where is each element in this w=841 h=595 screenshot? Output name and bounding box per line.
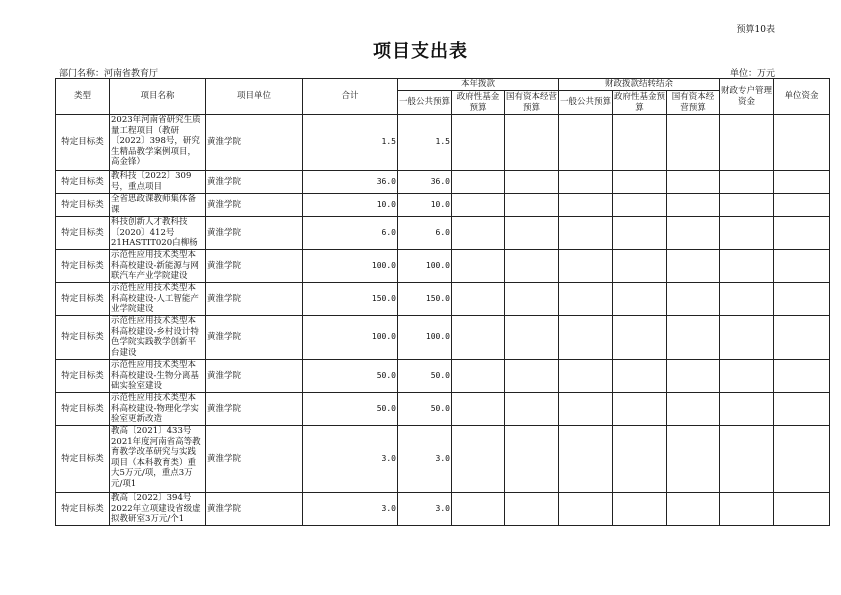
cell-carryover-gov-fund-budget xyxy=(613,115,667,171)
cell-carryover-gov-fund-budget xyxy=(613,393,667,426)
cell-type: 特定目标类 xyxy=(56,360,110,393)
cell-total: 150.0 xyxy=(303,283,398,316)
cell-unit-funds xyxy=(774,426,830,493)
table-row xyxy=(56,115,830,171)
cell-project-unit: 黄淮学院 xyxy=(206,316,303,360)
cell-carryover-general-budget xyxy=(559,250,613,283)
cell-gov-fund-budget xyxy=(452,283,505,316)
cell-gov-fund-budget xyxy=(452,217,505,250)
cell-special-account-funds xyxy=(720,283,774,316)
cell-carryover-state-capital-budget xyxy=(667,426,720,493)
cell-carryover-state-capital-budget xyxy=(667,115,720,171)
header-special-account-funds: 财政专户管理资金 xyxy=(720,79,774,115)
cell-carryover-gov-fund-budget xyxy=(613,426,667,493)
table-row xyxy=(56,393,830,426)
cell-project-name: 科技创新人才教科技〔2020〕412号21HASTIT020白柳杨 xyxy=(110,217,206,250)
project-expenditure-table xyxy=(55,78,830,526)
form-number: 预算10表 xyxy=(736,25,775,35)
header-project-unit: 项目单位 xyxy=(206,79,303,115)
table-row xyxy=(56,217,830,250)
cell-special-account-funds xyxy=(720,493,774,526)
cell-project-unit: 黄淮学院 xyxy=(206,171,303,194)
cell-project-unit: 黄淮学院 xyxy=(206,426,303,493)
cell-type: 特定目标类 xyxy=(56,115,110,171)
cell-carryover-state-capital-budget xyxy=(667,194,720,217)
cell-carryover-gov-fund-budget xyxy=(613,171,667,194)
cell-carryover-general-budget xyxy=(559,426,613,493)
cell-carryover-general-budget xyxy=(559,194,613,217)
unit-label: 单位：万元 xyxy=(729,69,775,79)
cell-carryover-state-capital-budget xyxy=(667,217,720,250)
cell-project-name: 示范性应用技术类型本科高校建设-新能源与网联汽车产业学院建设 xyxy=(110,250,206,283)
cell-special-account-funds xyxy=(720,316,774,360)
cell-unit-funds xyxy=(774,217,830,250)
cell-carryover-state-capital-budget xyxy=(667,360,720,393)
cell-project-name: 2023年河南省研究生质量工程项目（教研〔2022〕398号，研究生精品教学案例项目，高金锋） xyxy=(110,115,206,171)
cell-state-capital-budget xyxy=(505,316,559,360)
cell-state-capital-budget xyxy=(505,115,559,171)
cell-total: 100.0 xyxy=(303,250,398,283)
cell-general-budget: 6.0 xyxy=(398,217,452,250)
cell-carryover-general-budget xyxy=(559,115,613,171)
cell-project-name: 教科技〔2022〕309号，重点项目 xyxy=(110,171,206,194)
header-unit-funds: 单位资金 xyxy=(774,79,830,115)
table-row xyxy=(56,316,830,360)
cell-special-account-funds xyxy=(720,250,774,283)
cell-carryover-general-budget xyxy=(559,316,613,360)
cell-project-unit: 黄淮学院 xyxy=(206,217,303,250)
cell-gov-fund-budget xyxy=(452,426,505,493)
table-body xyxy=(56,115,830,526)
cell-project-unit: 黄淮学院 xyxy=(206,393,303,426)
cell-project-unit: 黄淮学院 xyxy=(206,250,303,283)
cell-special-account-funds xyxy=(720,171,774,194)
cell-carryover-gov-fund-budget xyxy=(613,194,667,217)
cell-unit-funds xyxy=(774,393,830,426)
cell-carryover-general-budget xyxy=(559,393,613,426)
cell-type: 特定目标类 xyxy=(56,194,110,217)
cell-total: 10.0 xyxy=(303,194,398,217)
cell-type: 特定目标类 xyxy=(56,316,110,360)
cell-general-budget: 50.0 xyxy=(398,393,452,426)
cell-project-unit: 黄淮学院 xyxy=(206,194,303,217)
header-gov-fund-budget: 政府性基金预算 xyxy=(452,91,505,115)
header-carryover-general-budget: 一般公共预算 xyxy=(559,91,613,115)
cell-project-unit: 黄淮学院 xyxy=(206,283,303,316)
cell-state-capital-budget xyxy=(505,493,559,526)
cell-general-budget: 1.5 xyxy=(398,115,452,171)
cell-gov-fund-budget xyxy=(452,360,505,393)
cell-unit-funds xyxy=(774,250,830,283)
cell-special-account-funds xyxy=(720,217,774,250)
cell-project-name: 示范性应用技术类型本科高校建设-乡村设计特色学院实践教学创新平台建设 xyxy=(110,316,206,360)
cell-carryover-gov-fund-budget xyxy=(613,217,667,250)
cell-state-capital-budget xyxy=(505,250,559,283)
table-row xyxy=(56,171,830,194)
cell-special-account-funds xyxy=(720,393,774,426)
cell-total: 3.0 xyxy=(303,426,398,493)
cell-carryover-general-budget xyxy=(559,493,613,526)
cell-special-account-funds xyxy=(720,426,774,493)
cell-carryover-general-budget xyxy=(559,360,613,393)
cell-project-unit: 黄淮学院 xyxy=(206,360,303,393)
cell-carryover-state-capital-budget xyxy=(667,283,720,316)
cell-general-budget: 100.0 xyxy=(398,316,452,360)
header-general-budget: 一般公共预算 xyxy=(398,91,452,115)
cell-total: 100.0 xyxy=(303,316,398,360)
header-carryover-gov-fund-budget: 政府性基金预算 xyxy=(614,92,666,113)
cell-unit-funds xyxy=(774,493,830,526)
cell-carryover-general-budget xyxy=(559,217,613,250)
cell-project-name: 示范性应用技术类型本科高校建设-物理化学实验室更新改造 xyxy=(110,393,206,426)
cell-special-account-funds xyxy=(720,115,774,171)
cell-gov-fund-budget xyxy=(452,493,505,526)
cell-carryover-general-budget xyxy=(559,283,613,316)
cell-gov-fund-budget xyxy=(452,194,505,217)
department-name: 河南省教育厅 xyxy=(104,69,159,79)
header-project-name: 项目名称 xyxy=(110,79,206,115)
cell-gov-fund-budget xyxy=(452,171,505,194)
cell-state-capital-budget xyxy=(505,393,559,426)
cell-project-name: 示范性应用技术类型本科高校建设-人工智能产业学院建设 xyxy=(110,283,206,316)
cell-unit-funds xyxy=(774,171,830,194)
cell-carryover-state-capital-budget xyxy=(667,316,720,360)
cell-general-budget: 3.0 xyxy=(398,426,452,493)
cell-carryover-state-capital-budget xyxy=(667,171,720,194)
header-type: 类型 xyxy=(56,79,110,115)
cell-type: 特定目标类 xyxy=(56,250,110,283)
cell-project-unit: 黄淮学院 xyxy=(206,115,303,171)
cell-gov-fund-budget xyxy=(452,393,505,426)
cell-state-capital-budget xyxy=(505,283,559,316)
cell-general-budget: 3.0 xyxy=(398,493,452,526)
cell-general-budget: 10.0 xyxy=(398,194,452,217)
cell-state-capital-budget xyxy=(505,217,559,250)
cell-state-capital-budget xyxy=(505,171,559,194)
page-title: 项目支出表 xyxy=(373,41,468,62)
cell-state-capital-budget xyxy=(505,360,559,393)
cell-carryover-gov-fund-budget xyxy=(613,316,667,360)
cell-project-unit: 黄淮学院 xyxy=(206,493,303,526)
cell-unit-funds xyxy=(774,283,830,316)
cell-special-account-funds xyxy=(720,360,774,393)
cell-state-capital-budget xyxy=(505,426,559,493)
cell-carryover-general-budget xyxy=(559,171,613,194)
cell-total: 3.0 xyxy=(303,493,398,526)
cell-type: 特定目标类 xyxy=(56,426,110,493)
cell-total: 36.0 xyxy=(303,171,398,194)
cell-gov-fund-budget xyxy=(452,115,505,171)
header-fiscal-carryover: 财政拨款结转结余 xyxy=(559,79,720,91)
table-row xyxy=(56,250,830,283)
cell-total: 50.0 xyxy=(303,393,398,426)
cell-type: 特定目标类 xyxy=(56,393,110,426)
cell-carryover-gov-fund-budget xyxy=(613,250,667,283)
cell-type: 特定目标类 xyxy=(56,493,110,526)
cell-type: 特定目标类 xyxy=(56,171,110,194)
cell-carryover-state-capital-budget xyxy=(667,250,720,283)
header-total: 合计 xyxy=(303,79,398,115)
cell-unit-funds xyxy=(774,194,830,217)
cell-project-name: 全省思政课教师集体备课 xyxy=(110,194,206,217)
cell-type: 特定目标类 xyxy=(56,217,110,250)
department-label: 部门名称： xyxy=(59,69,105,79)
cell-carryover-gov-fund-budget xyxy=(613,493,667,526)
cell-general-budget: 100.0 xyxy=(398,250,452,283)
table-row xyxy=(56,360,830,393)
cell-type: 特定目标类 xyxy=(56,283,110,316)
cell-gov-fund-budget xyxy=(452,250,505,283)
cell-unit-funds xyxy=(774,360,830,393)
cell-state-capital-budget xyxy=(505,194,559,217)
cell-total: 6.0 xyxy=(303,217,398,250)
header-current-year-allocation: 本年拨款 xyxy=(398,79,559,91)
header-carryover-state-capital-budget: 国有资本经营预算 xyxy=(667,91,720,115)
cell-carryover-gov-fund-budget xyxy=(613,360,667,393)
cell-carryover-gov-fund-budget xyxy=(613,283,667,316)
cell-total: 1.5 xyxy=(303,115,398,171)
cell-general-budget: 36.0 xyxy=(398,171,452,194)
cell-special-account-funds xyxy=(720,194,774,217)
table-row xyxy=(56,283,830,316)
cell-project-name: 教高〔2021〕433号2021年度河南省高等教育教学改革研究与实践项目（本科教育类）重大5万元/项，重点3万元/项1 xyxy=(110,426,206,493)
header-state-capital-budget: 国有资本经营预算 xyxy=(506,92,558,113)
cell-carryover-state-capital-budget xyxy=(667,493,720,526)
cell-project-name: 示范性应用技术类型本科高校建设-生物分离基础实验室建设 xyxy=(110,360,206,393)
table-row xyxy=(56,426,830,493)
cell-gov-fund-budget xyxy=(452,316,505,360)
cell-carryover-state-capital-budget xyxy=(667,393,720,426)
table-row xyxy=(56,493,830,526)
table-row xyxy=(56,194,830,217)
cell-general-budget: 50.0 xyxy=(398,360,452,393)
cell-project-name: 教高〔2022〕394号2022年立项建设省级虚拟教研室3万元/个1 xyxy=(110,493,206,526)
cell-unit-funds xyxy=(774,316,830,360)
cell-unit-funds xyxy=(774,115,830,171)
cell-total: 50.0 xyxy=(303,360,398,393)
cell-general-budget: 150.0 xyxy=(398,283,452,316)
